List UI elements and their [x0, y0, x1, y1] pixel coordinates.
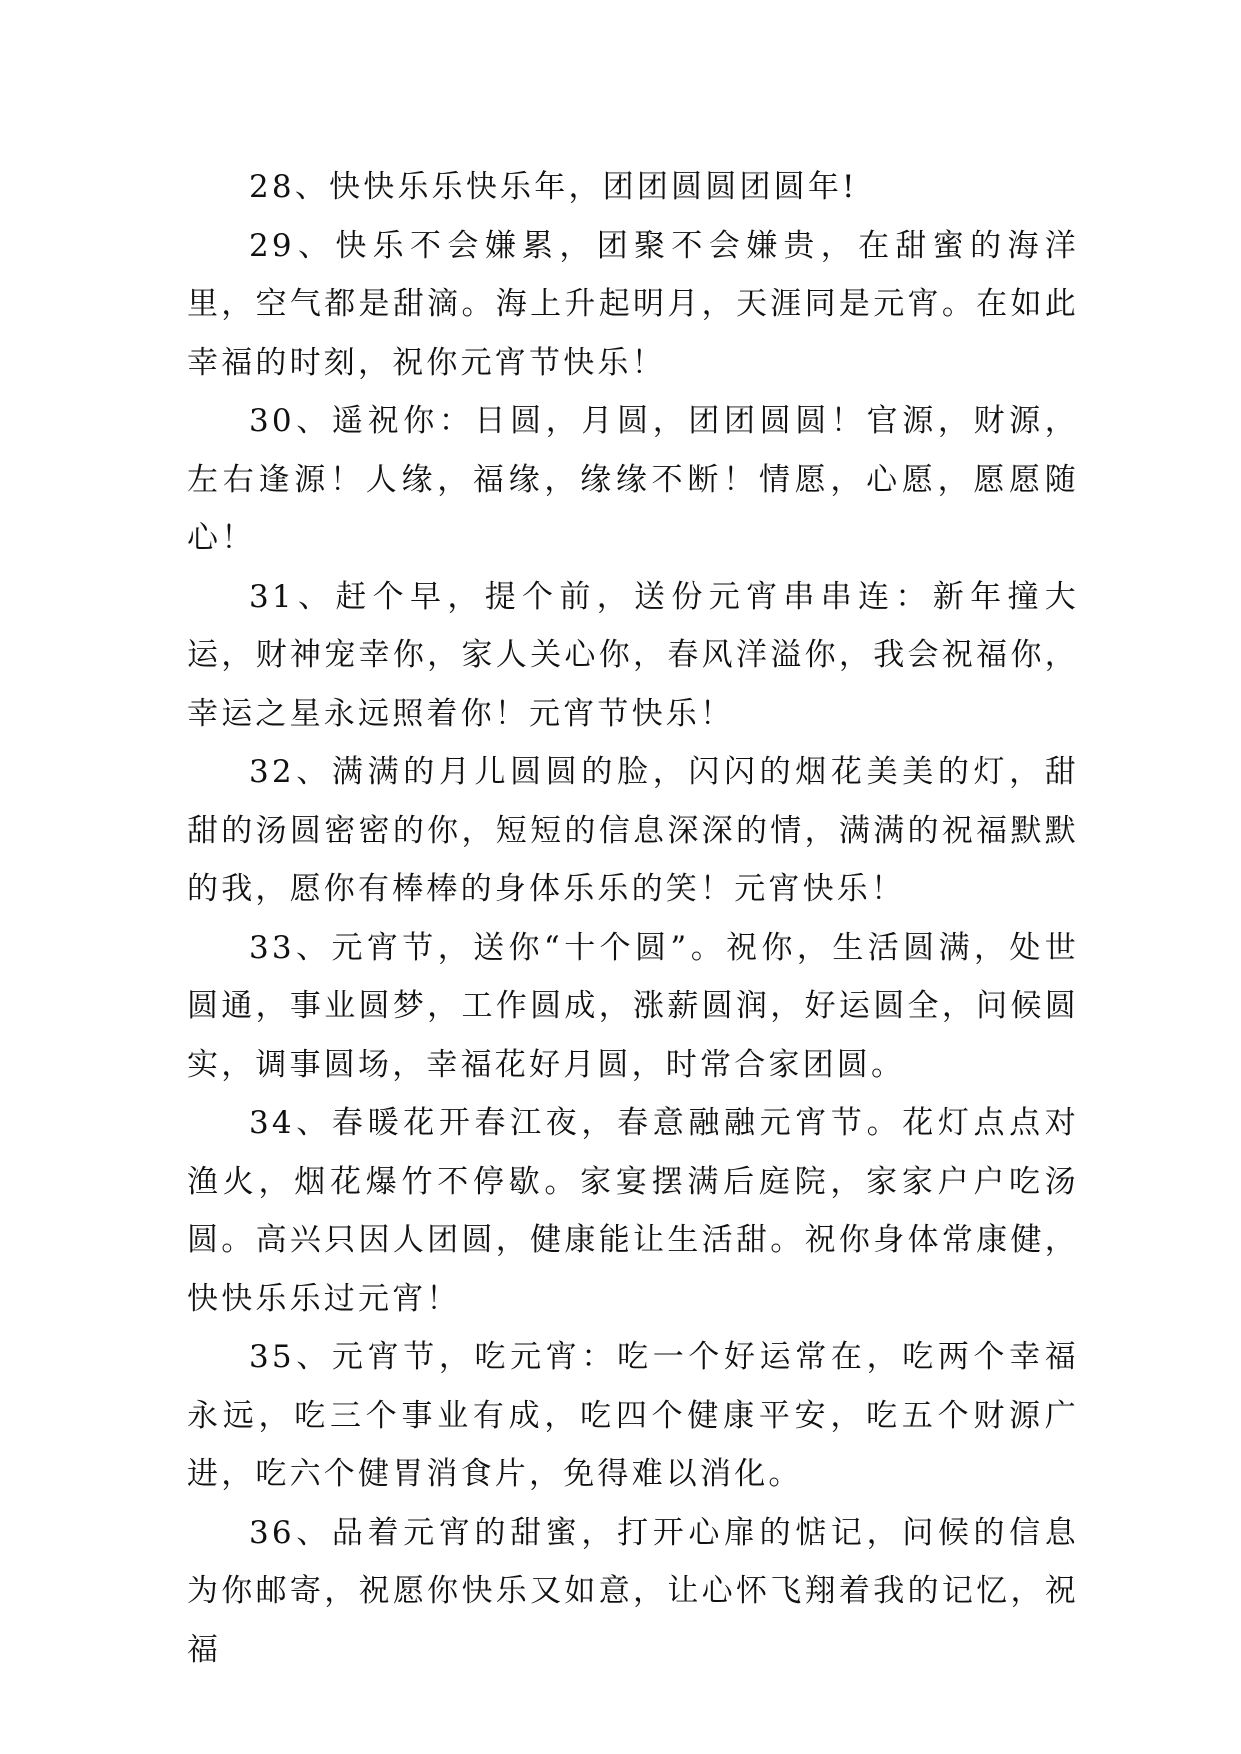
paragraph-33: 33、元宵节，送你“十个圆”。祝你，生活圆满，处世圆通，事业圆梦，工作圆成，涨薪圆润，好运圆全，问候圆实，调事圆场，幸福花好月圆，时常合家团圆。 [187, 929, 1079, 1083]
paragraph-29: 29、快乐不会嫌累，团聚不会嫌贵，在甜蜜的海洋里，空气都是甜滴。海上升起明月，天涯同是元宵。在如此幸福的时刻，祝你元宵节快乐！ [187, 227, 1079, 381]
paragraph-35: 35、元宵节，吃元宵：吃一个好运常在，吃两个幸福永远，吃三个事业有成，吃四个健康平安，吃五个财源广进，吃六个健胃消食片，免得难以消化。 [187, 1339, 1079, 1492]
paragraph-36: 36、品着元宵的甜蜜，打开心扉的惦记，问候的信息为你邮寄，祝愿你快乐又如意，让心怀飞翔着我的记忆，祝福 [187, 1514, 1079, 1668]
paragraph-34: 34、春暖花开春江夜，春意融融元宵节。花灯点点对渔火，烟花爆竹不停歇。家宴摆满后庭院，家家户户吃汤圆。高兴只因人团圆，健康能让生活甜。祝你身体常康健，快快乐乐过元宵！ [187, 1105, 1079, 1317]
paragraph-28: 28、快快乐乐快乐年，团团圆圆团圆年! [249, 169, 858, 205]
paragraph-32: 32、满满的月儿圆圆的脸，闪闪的烟花美美的灯，甜甜的汤圆密密的你，短短的信息深深的情，满满的祝福默默的我，愿你有棒棒的身体乐乐的笑！元宵快乐！ [187, 754, 1079, 907]
paragraph-31: 31、赶个早，提个前，送份元宵串串连：新年撞大运，财神宠幸你，家人关心你，春风洋溢你，我会祝福你，幸运之星永远照着你！元宵节快乐！ [187, 578, 1079, 732]
paragraph-30: 30、遥祝你：日圆，月圆，团团圆圆！官源，财源，左右逢源！人缘，福缘，缘缘不断！情愿，心愿，愿愿随心！ [187, 403, 1079, 556]
document-body [187, 158, 1079, 1679]
